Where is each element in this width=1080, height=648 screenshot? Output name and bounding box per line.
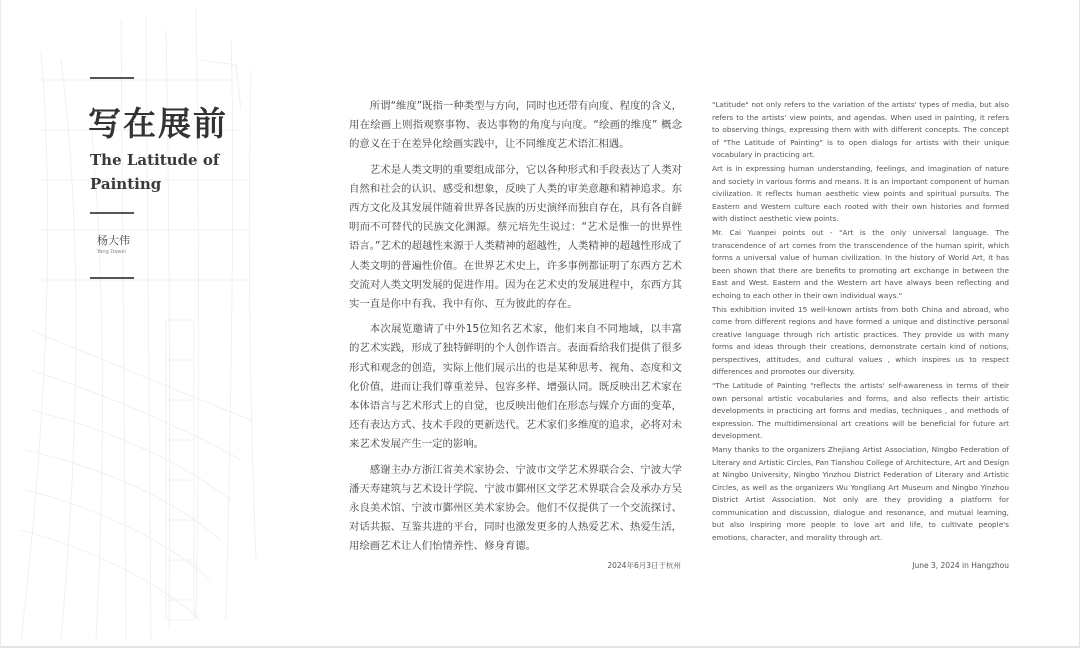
en-paragraph: Mr. Cai Yuanpei points out - "Art is the only universal language. The transcendence of art comes from the transcendence of the human spirit, which forms a universal value of human civilization. In the history of World Art, it has been shown that there are benefits to promoting art exchange in between the East and West. Eastern and the Western art have always been reflecting and echoing to each other in their own individual ways." (712, 228, 1009, 300)
divider-top (90, 77, 134, 79)
english-text-column (712, 99, 1009, 546)
title-chinese: 写在展前 (88, 104, 228, 143)
chinese-text-column (349, 97, 682, 563)
en-paragraph: Art is in expressing human understanding, feelings, and imagination of nature and society in various forms and means. It is an important component of human civilization. It reflects human aesthetic view points and spiritual pursuits. The Eastern and Western culture each rooted with their own histories and formed with distinct aesthetic view points. (712, 164, 1009, 223)
divider-bottom (90, 277, 134, 279)
en-paragraph: "Latitude" not only refers to the variation of the artists' types of media, but also refers to the artists' view points, and agendas. When used in painting, it refers to observing things, expressing them with with different concepts. The concept of "The Latitude of Painting" is to open dialogs for artists with their unique vocabulary in practicing art. (712, 100, 1009, 159)
date-chinese: 2024年6月3日于杭州 (607, 561, 681, 570)
en-paragraph: This exhibition invited 15 well-known artists from both China and abroad, who come from different regions and have formed a unique and distinctive personal creative language through rich artistic practices. They provide us with many forms and ideas through their creations, demonstrate certain kind of notions, perspectives, attitudes, and cultural values , which inspires us to respect differences and promotes our diversity. (712, 304, 1009, 376)
en-paragraph: Many thanks to the organizers Zhejiang Artist Association, Ningbo Federation of Literary and Artistic Circles, Pan Tianshou College of Architecture, Art and Design at Ningbo University, Ningbo Yinzhou District Federation of Literary and Artistic Circles, as well as the organizers Wu Yongliang Art Museum and Ningbo Yinzhou District Artist Association. Not only are they providing a platform for communication and discussion, dialogue and resonance, and mutual learning, but also inspiring more people to love art and life, to cultivate people's emotions, character, and morality through art. (712, 445, 1009, 542)
date-english: June 3, 2024 in Hangzhou (912, 561, 1009, 570)
en-paragraph: "The Latitude of Painting "reflects the artists' self-awareness in terms of their own personal artistic vocabularies and forms, and also reflects their artistic developments in practicing art forms and medias, techniques , and methods of expression. The multidimensional art creations will be beneficial for future art development. (712, 381, 1009, 440)
divider-middle (90, 212, 134, 214)
author-name-chinese: 杨大伟 (97, 234, 130, 247)
author-name-english: Yang Dawei (97, 249, 126, 255)
cn-paragraph: 本次展览邀请了中外15位知名艺术家，他们来自不同地域，以丰富的艺术实践，形成了独特鲜明的个人创作语言。表面看给我们提供了很多形式和观念的创造，实际上他们展示出的也是某种思考、视角、态度和文化价值，进而让我们尊重差异、包容多样、增强认同。既反映出艺术家在本体语言与艺术形式上的自觉，也反映出他们在形态与媒介方面的变革，还有表达方式、技术手段的更新迭代。艺术家们多维度的追求，必将对未来艺术发展产生一定的影响。 (349, 323, 682, 451)
title-english: The Latitude of Painting (90, 151, 220, 193)
cn-paragraph: 艺术是人类文明的重要组成部分，它以各种形式和手段表达了人类对自然和社会的认识、感受和想象，反映了人类的审美意趣和精神追求。东西方文化及其发展伴随着世界各民族的历史演绎而独自存在，具有各自鲜明而不可替代的民族文化渊源。蔡元培先生说过：“艺术是惟一的世界性语言。”艺术的超越性来源于人类精神的超越性，人类精神的超越性形成了人类文明的普遍性价值。在世界艺术史上，许多事例都证明了东西方艺术交流对人类文明发展的促进作用。因为在艺术史的发展进程中，东西方其实一直是你中有我、我中有你、互为彼此的存在。 (349, 163, 682, 311)
cn-paragraph: 所谓“维度”既指一种类型与方向，同时也还带有向度、程度的含义，用在绘画上则指观察事物、表达事物的角度与向度。“绘画的维度” 概念的意义在于在差异化绘画实践中，让不同维度艺术语汇相遇。 (349, 100, 682, 151)
cn-paragraph: 感谢主办方浙江省美术家协会、宁波市文学艺术界联合会、宁波大学潘天寿建筑与艺术设计学院、宁波市鄞州区文学艺术界联合会及承办方吴永良美术馆、宁波市鄞州区美术家协会。他们不仅提供了一个交流探讨、对话共振、互鉴共进的平台，同时也激发更多的人热爱艺术、热爱生活，用绘画艺术让人们怡情养性、修身育德。 (349, 463, 682, 553)
